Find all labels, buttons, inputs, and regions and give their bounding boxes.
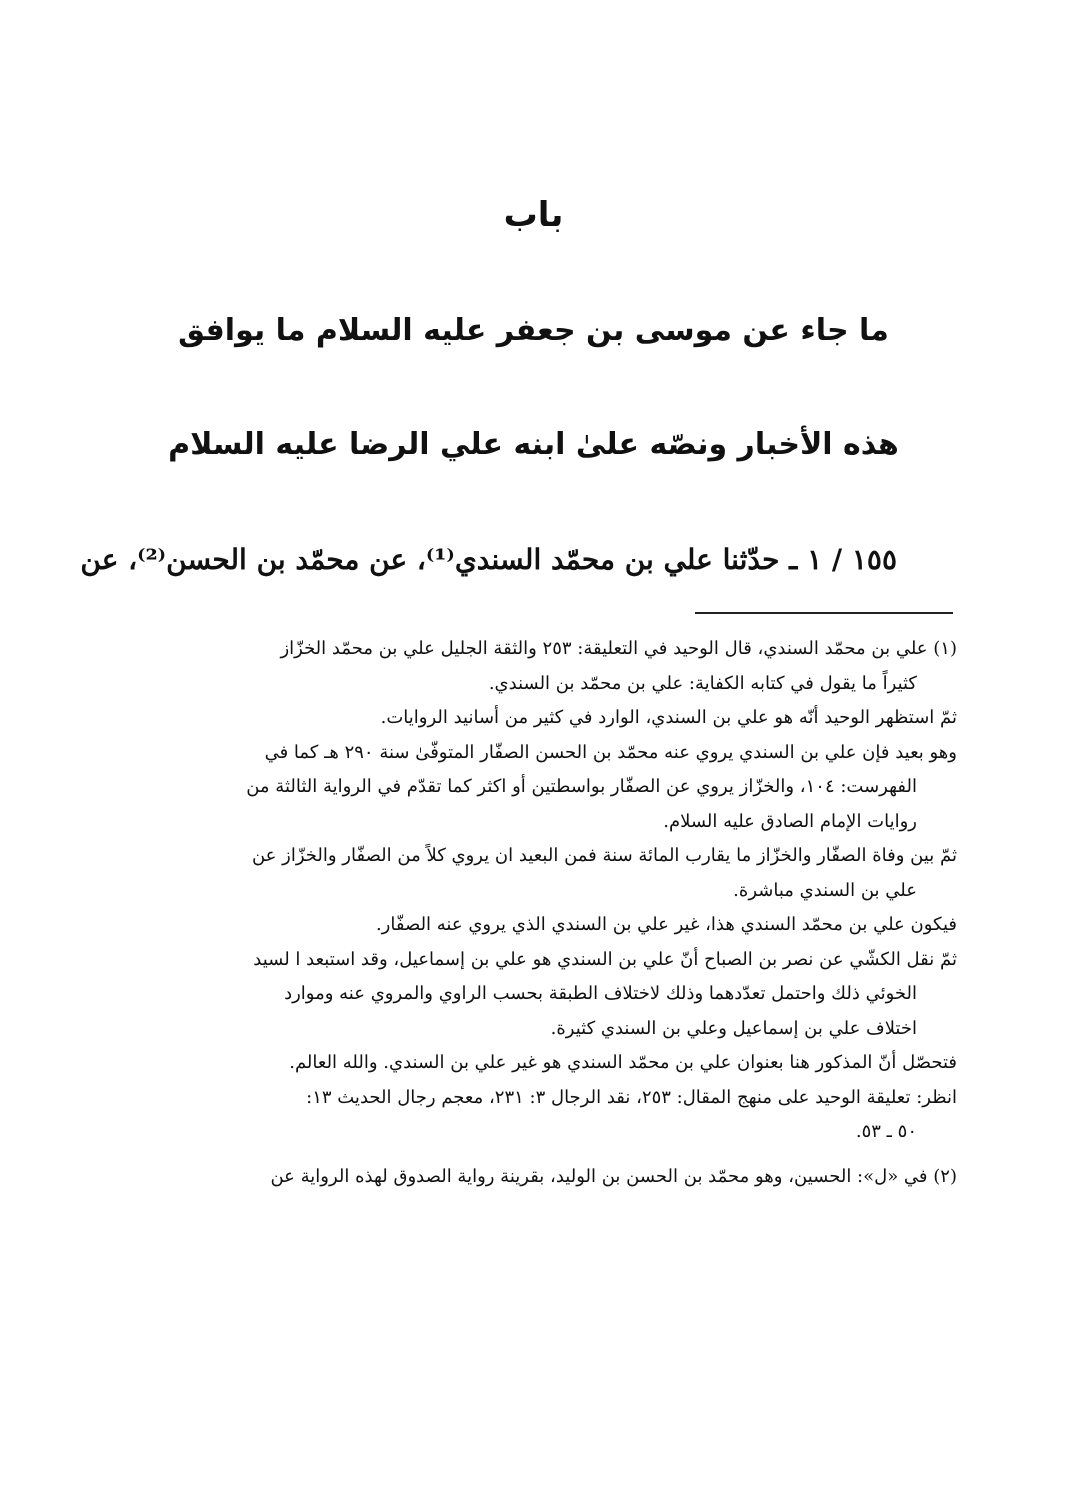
chapter-title-line-2: هذه الأخبار ونصّه علىٰ ابنه علي الرضا عليه السلام	[168, 427, 899, 462]
footnote-line: ثمّ نقل الكشّي عن نصر بن الصباح أنّ علي بن السندي هو علي بن إسماعيل، وقد استبعد ا لسيد	[253, 948, 957, 970]
footnote-line: الخوئي ذلك واحتمل تعدّدهما وذلك لاختلاف الطبقة بحسب الراوي والمروي عنه وموارد	[284, 983, 917, 1004]
footnote-line: ثمّ استظهر الوحيد أنّه هو علي بن السندي، الوارد في كثير من أسانيد الروايات.	[380, 707, 957, 728]
footnote-line: ثمّ بين وفاة الصفّار والخزّاز ما يقارب المائة سنة فمن البعيد ان يروي كلاً من الصفّار والخزّاز عن	[251, 845, 957, 866]
footnote-line: وهو بعيد فإن علي بن السندي يروي عنه محمّد بن الحسن الصفّار المتوفّىٰ سنة ٢٩٠ هـ كما في	[264, 741, 957, 763]
footnote-line: الفهرست: ١٠٤، والخزّاز يروي عن الصفّار بواسطتين أو اكثر كما تقدّم في الرواية الثالثة من	[246, 776, 917, 797]
chapter-label: باب	[503, 195, 564, 235]
footnote-line: علي بن السندي مباشرة.	[733, 879, 917, 901]
footnote-line: انظر: تعليقة الوحيد على منهج المقال: ٢٥٣، نقد الرجال ٣: ٢٣١، معجم رجال الحديث ١٣:	[306, 1086, 957, 1108]
hadith-opening-line: ١٥٥ / ١ ـ حدّثنا علي بن محمّد السندي⁽¹⁾، عن محمّد بن الحسن⁽²⁾، عن	[80, 543, 897, 576]
footnote-separator	[695, 612, 953, 614]
footnote-gap	[112, 1150, 957, 1160]
footnote-line: (١) علي بن محمّد السندي، قال الوحيد في التعليقة: ٢٥٣ والثقة الجليل علي بن محمّد الخزّاز	[280, 638, 957, 659]
footnote-line: (٢) في «ل»: الحسين، وهو محمّد بن الحسن بن الوليد، بقرينة رواية الصدوق لهذه الرواية عن	[270, 1165, 957, 1187]
footnote-line: كثيراً ما يقول في كتابه الكفاية: علي بن محمّد بن السندي.	[488, 672, 917, 694]
footnote-line: ٥٠ ـ ٥٣.	[855, 1121, 917, 1142]
chapter-title-line-1: ما جاء عن موسى بن جعفر عليه السلام ما يوافق	[178, 313, 889, 348]
footnote-line: روايات الإمام الصادق عليه السلام.	[663, 810, 917, 832]
footnote-line: اختلاف علي بن إسماعيل وعلي بن السندي كثيرة.	[550, 1017, 917, 1039]
footnotes	[112, 632, 957, 1194]
footnote-line: فتحصّل أنّ المذكور هنا بعنوان علي بن محمّد السندي هو غير علي بن السندي. والله العالم.	[289, 1052, 957, 1073]
footnote-line: فيكون علي بن محمّد السندي هذا، غير علي بن السندي الذي يروي عنه الصفّار.	[375, 914, 957, 935]
